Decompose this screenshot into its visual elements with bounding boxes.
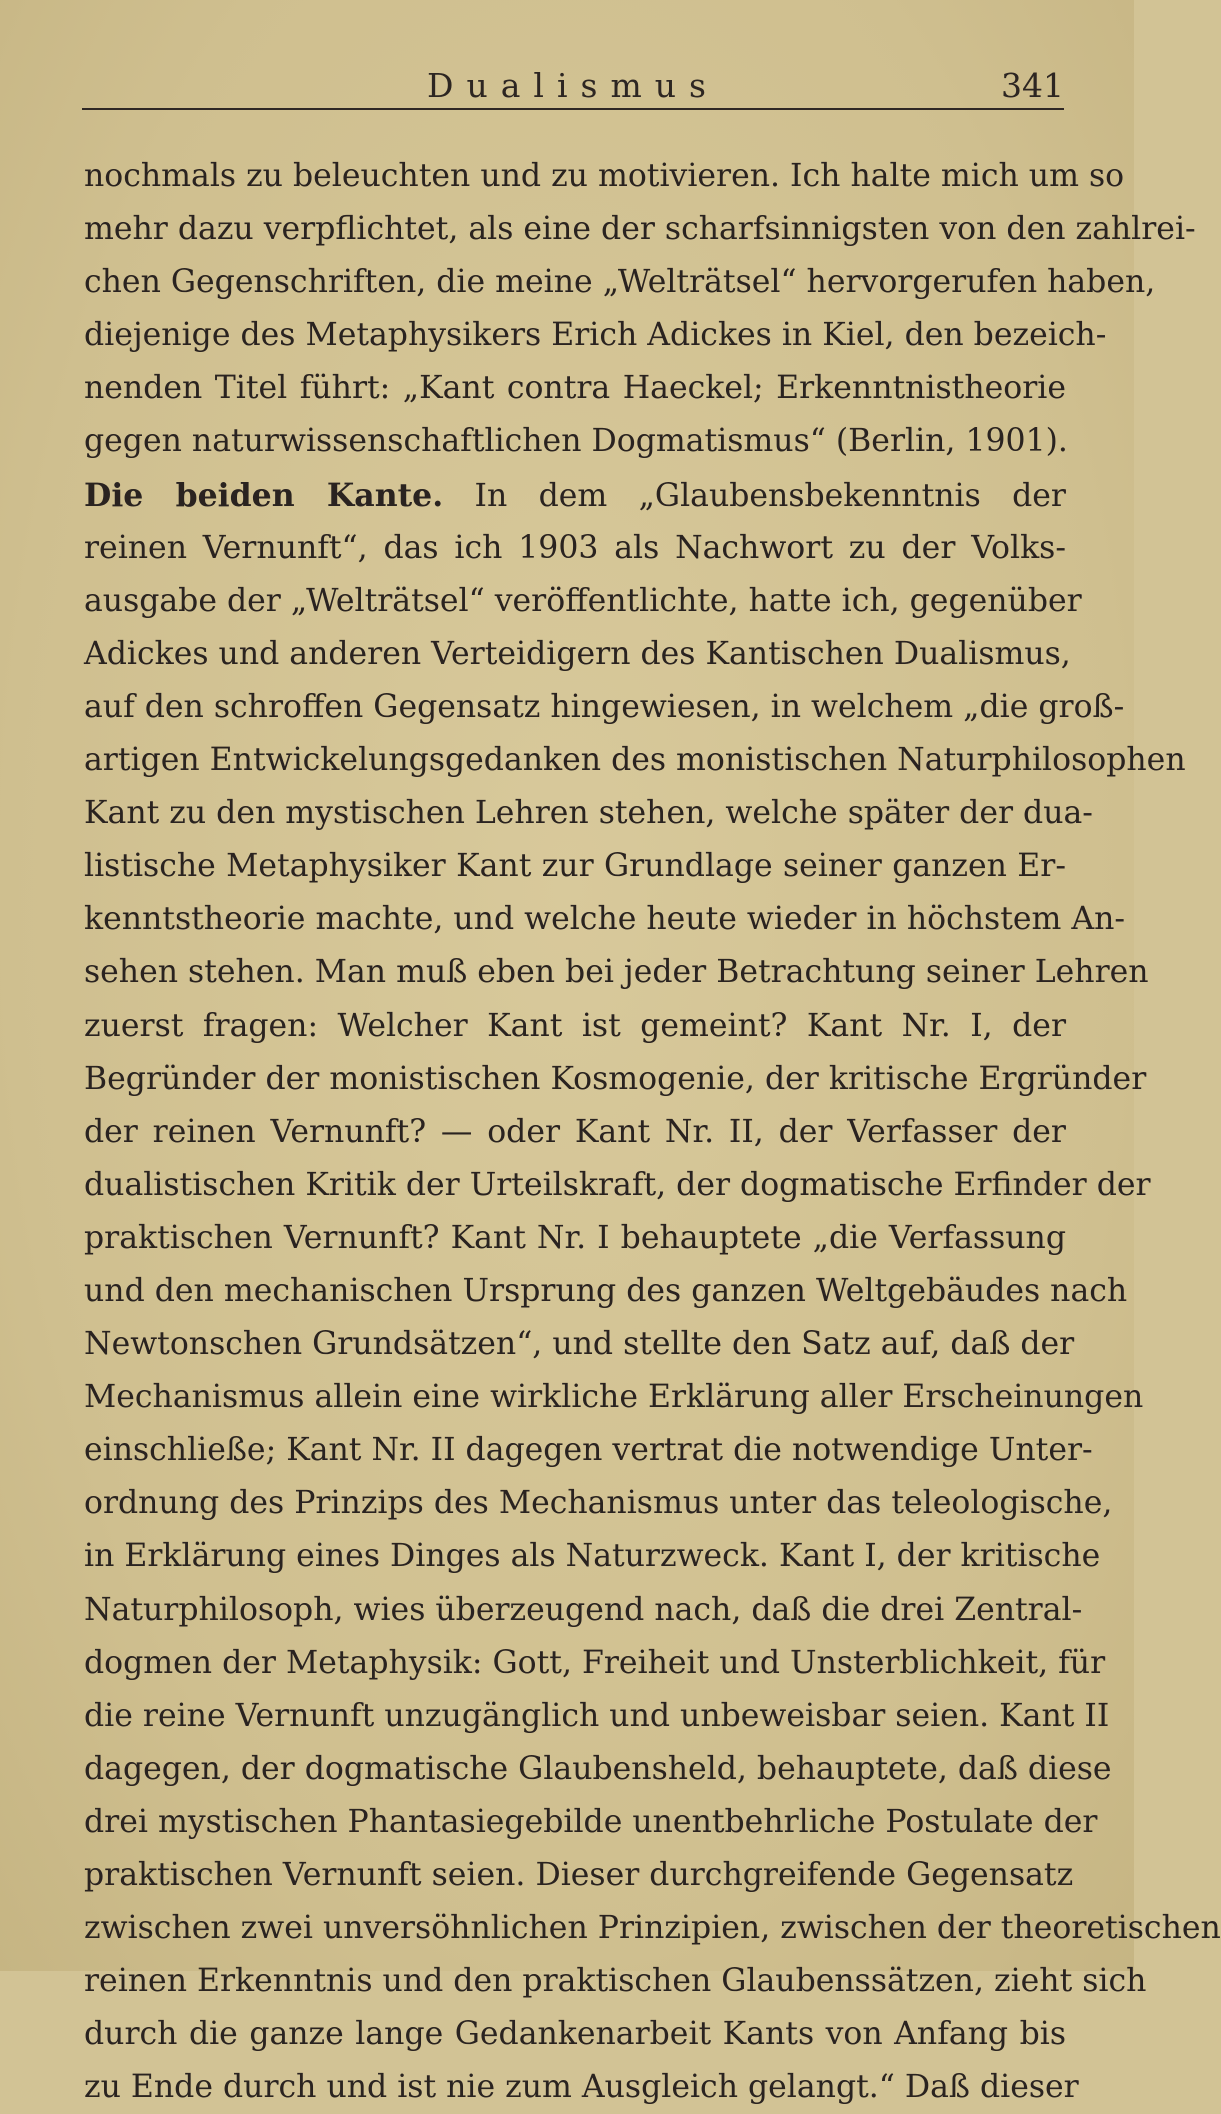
section-lead: Die beiden Kante.	[84, 476, 444, 514]
text-line: gegen naturwissenschaftlichen Dogmatismus“ (Berlin, 1901).	[84, 423, 1068, 460]
text-line: auf den schroffen Gegensatz hingewiesen, in welchem „die groß-	[84, 688, 1125, 725]
text-line: der reinen Vernunft? — oder Kant Nr. II, der Verfasser der	[84, 1113, 1066, 1150]
page-number: 341	[1001, 66, 1064, 105]
text-line: nenden Titel führt: „Kant contra Haeckel; Erkenntnistheorie	[84, 370, 1066, 407]
running-header	[82, 60, 1064, 112]
text-line: dogmen der Metaphysik: Gott, Freiheit und Unsterblichkeit, für	[84, 1644, 1106, 1681]
text-line: einschließe; Kant Nr. II dagegen vertrat die notwendige Unter-	[84, 1432, 1093, 1469]
text-line: reinen Vernunft“, das ich 1903 als Nachwort zu der Volks-	[84, 529, 1066, 566]
text-line: die reine Vernunft unzugänglich und unbeweisbar seien. Kant II	[84, 1697, 1110, 1734]
text-line: nochmals zu beleuchten und zu motivieren. Ich halte mich um so	[84, 158, 1125, 194]
text-line: kenntstheorie machte, und welche heute wieder in höchstem An-	[84, 901, 1126, 938]
text-line: dualistischen Kritik der Urteilskraft, der dogmatische Erfinder der	[84, 1166, 1151, 1203]
header-rule	[82, 108, 1064, 110]
text-line: praktischen Vernunft? Kant Nr. I behauptete „die Verfassung	[84, 1219, 1066, 1256]
text-line: sehen stehen. Man muß eben bei jeder Betrachtung seiner Lehren	[84, 954, 1149, 991]
text-line: mehr dazu verpflichtet, als eine der scharfsinnigsten von den zahlrei-	[84, 211, 1196, 248]
text-line: praktischen Vernunft seien. Dieser durchgreifende Gegensatz	[84, 1857, 1074, 1893]
text-line: Naturphilosoph, wies überzeugend nach, daß die drei Zentral-	[84, 1591, 1083, 1628]
text-line: artigen Entwickelungsgedanken des monistischen Naturphilosophen	[84, 742, 1186, 779]
running-title: Dualismus	[427, 66, 719, 105]
text-line: diejenige des Metaphysikers Erich Adickes in Kiel, den bezeich-	[84, 317, 1107, 354]
text-line: durch die ganze lange Gedankenarbeit Kants von Anfang bis	[84, 2016, 1066, 2053]
body-text	[84, 150, 1221, 2114]
text-line: zwischen zwei unversöhnlichen Prinzipien, zwischen der theoretischen	[84, 1910, 1221, 1947]
text-line: Kant zu den mystischen Lehren stehen, welche später der dua-	[84, 795, 1093, 832]
text-line: chen Gegenschriften, die meine „Welträtsel“ hervorgerufen haben,	[84, 264, 1156, 301]
text-line: ausgabe der „Welträtsel“ veröffentlichte, hatte ich, gegenüber	[84, 582, 1082, 619]
text-line: zuerst fragen: Welcher Kant ist gemeint? Kant Nr. I, der	[84, 1007, 1066, 1044]
text-line: drei mystischen Phantasiegebilde unentbehrliche Postulate der	[84, 1803, 1098, 1840]
text-line: listische Metaphysiker Kant zur Grundlage seiner ganzen Er-	[84, 848, 1066, 885]
text-line: Adickes und anderen Verteidigern des Kantischen Dualismus,	[84, 635, 1071, 672]
text-line: Mechanismus allein eine wirkliche Erklärung aller Erscheinungen	[84, 1379, 1144, 1416]
text-line: ordnung des Prinzips des Mechanismus unter das teleologische,	[84, 1485, 1113, 1522]
text-line: und den mechanischen Ursprung des ganzen Weltgebäudes nach	[84, 1272, 1128, 1309]
text-line: dagegen, der dogmatische Glaubensheld, behauptete, daß diese	[84, 1750, 1112, 1787]
text-line: Newtonschen Grundsätzen“, und stellte den Satz auf, daß der	[84, 1326, 1075, 1363]
section-start-line	[84, 469, 1066, 522]
section-start-text: In dem „Glaubensbekenntnis der	[474, 477, 1066, 514]
text-line: in Erklärung eines Dinges als Naturzweck. Kant I, der kritische	[84, 1538, 1101, 1575]
text-line: Begründer der monistischen Kosmogenie, der kritische Ergründer	[84, 1060, 1147, 1097]
text-line: reinen Erkenntnis und den praktischen Glaubenssätzen, zieht sich	[84, 1963, 1147, 2000]
text-line: zu Ende durch und ist nie zum Ausgleich gelangt.“ Daß dieser	[84, 2069, 1079, 2106]
